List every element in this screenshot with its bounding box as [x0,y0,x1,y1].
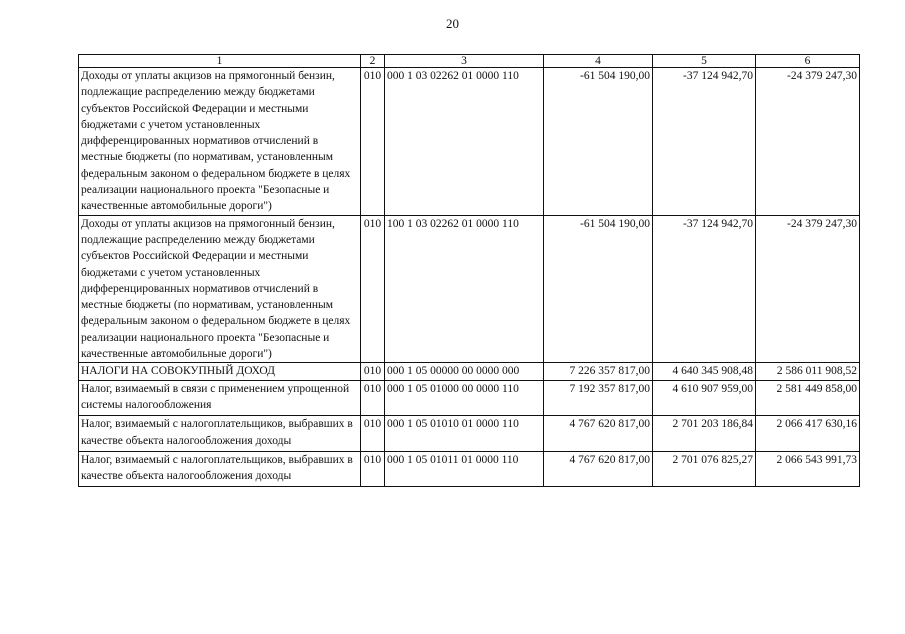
row-name-cell [79,416,361,452]
row-value-5: -37 124 942,70 [653,215,756,363]
row-value-5: 2 701 076 825,27 [653,451,756,487]
row-name: Налог, взимаемый с налогоплательщиков, выбравших в качестве объекта налогообложения доходы [81,418,353,447]
row-value-6: -24 379 247,30 [756,68,860,216]
row-kbk-code: 000 1 03 02262 01 0000 110 [385,68,544,216]
row-value-5: 4 640 345 908,48 [653,363,756,380]
row-value-4: -61 504 190,00 [544,68,653,216]
row-kbk-code: 000 1 05 01011 01 0000 110 [385,451,544,487]
column-header: 2 [361,55,385,68]
column-header: 6 [756,55,860,68]
row-code: 010 [361,416,385,452]
table-row [79,215,860,363]
column-header: 3 [385,55,544,68]
row-value-5: 4 610 907 959,00 [653,380,756,416]
row-code: 010 [361,215,385,363]
revenue-table [78,54,860,487]
row-code: 010 [361,363,385,380]
row-name-cell [79,68,361,216]
column-header: 5 [653,55,756,68]
row-value-4: 7 192 357 817,00 [544,380,653,416]
row-value-4: -61 504 190,00 [544,215,653,363]
row-name: Налог, взимаемый с налогоплательщиков, выбравших в качестве объекта налогообложения доходы [81,453,353,483]
row-value-6: 2 581 449 858,00 [756,380,860,416]
row-kbk-code: 000 1 05 01010 01 0000 110 [385,416,544,452]
row-name: Доходы от уплаты акцизов на прямогонный бензин, подлежащие распределению между бюджетами субъектов Российской Федерации и местными бюджетами с учетом установленных дифференцированных нормативов отчислений в местные бюджеты (по нормативам, установленным федеральным законом о федеральном бюджете в целях реализации национального проекта "Безопасные и качественные автомобильные дороги") [81,70,351,213]
row-value-5: -37 124 942,70 [653,68,756,216]
row-value-6: -24 379 247,30 [756,215,860,363]
column-header: 4 [544,55,653,68]
row-name: Налог, взимаемый в связи с применением упрощенной системы налогообложения [81,382,350,411]
row-value-4: 4 767 620 817,00 [544,416,653,452]
row-kbk-code: 000 1 05 00000 00 0000 000 [385,363,544,380]
row-name-cell [79,363,361,380]
table-header-row [79,55,860,68]
row-name: НАЛОГИ НА СОВОКУПНЫЙ ДОХОД [81,365,275,378]
page-number: 20 [446,16,459,31]
row-value-5: 2 701 203 186,84 [653,416,756,452]
row-value-4: 7 226 357 817,00 [544,363,653,380]
row-name-cell [79,215,361,363]
table-row [79,451,860,487]
table-row [79,363,860,380]
row-value-4: 4 767 620 817,00 [544,451,653,487]
row-name-cell [79,380,361,416]
table-row [79,68,860,216]
row-value-6: 2 586 011 908,52 [756,363,860,380]
table-row [79,416,860,452]
row-code: 010 [361,68,385,216]
table-row [79,380,860,416]
row-name: Доходы от уплаты акцизов на прямогонный бензин, подлежащие распределению между бюджетами субъектов Российской Федерации и местными бюджетами с учетом установленных дифференцированных нормативов отчислений в местные бюджеты (по нормативам, установленным федеральным законом о федеральном бюджете в целях реализации национального проекта "Безопасные и качественные автомобильные дороги") [81,217,351,361]
column-header: 1 [79,55,361,68]
row-name-cell [79,451,361,487]
row-value-6: 2 066 417 630,16 [756,416,860,452]
row-code: 010 [361,380,385,416]
row-kbk-code: 000 1 05 01000 00 0000 110 [385,380,544,416]
row-code: 010 [361,451,385,487]
row-value-6: 2 066 543 991,73 [756,451,860,487]
row-kbk-code: 100 1 03 02262 01 0000 110 [385,215,544,363]
